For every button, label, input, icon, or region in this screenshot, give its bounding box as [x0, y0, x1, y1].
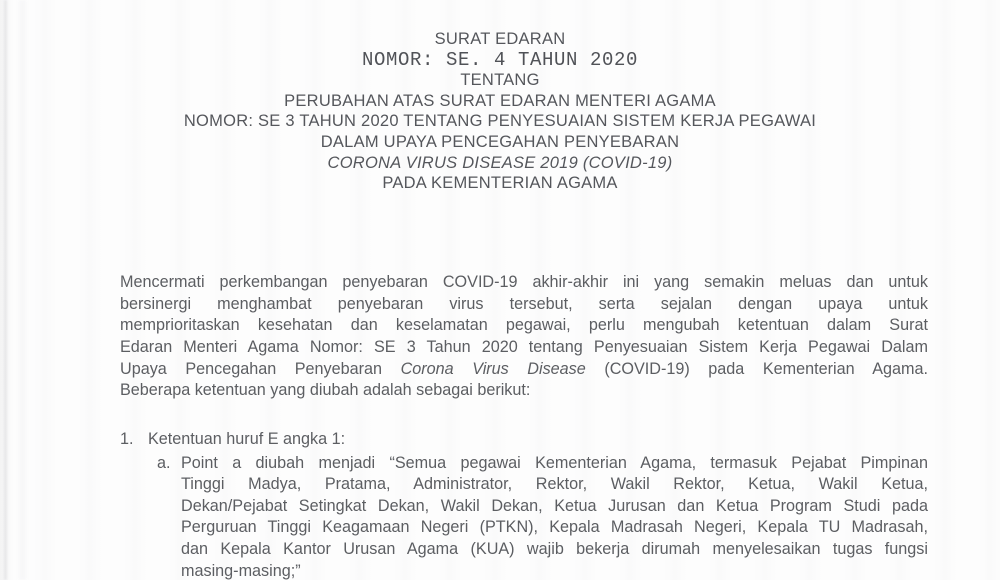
paragraph-line-6: Beberapa ketentuan yang diubah adalah sebagai berikut:: [120, 381, 531, 400]
sub-item-a-text: [181, 453, 928, 580]
opening-paragraph: [120, 272, 928, 402]
list-item-1: [120, 429, 928, 451]
sub-item-a-letter: a.: [157, 453, 171, 472]
subject-line-5: PADA KEMENTERIAN AGAMA: [382, 174, 618, 193]
sub-item-a-line-5: dan Kepala Kantor Urusan Agama (KUA) wajib bekerja dirumah menyelesaikan tugas fungsi: [181, 539, 928, 558]
sub-item-a: [157, 453, 928, 580]
paragraph-line-5-tail: (COVID-19) pada Kementerian Agama.: [585, 359, 929, 378]
sub-item-a-line-1: Point a diubah menjadi “Semua pegawai Kementerian Agama, termasuk Pejabat Pimpinan: [181, 453, 928, 472]
paragraph-line-5: [120, 359, 928, 381]
numbered-list: [120, 429, 928, 580]
subject-line-2: NOMOR: SE 3 TAHUN 2020 TENTANG PENYESUAIAN SISTEM KERJA PEGAWAI: [183, 112, 817, 131]
letter-title: SURAT EDARAN: [434, 30, 566, 48]
corona-virus-disease-italic: Corona Virus Disease: [400, 359, 586, 378]
list-item-1-number: 1.: [120, 430, 134, 448]
subject-line-3: DALAM UPAYA PENCEGAHAN PENYEBARAN: [320, 132, 680, 151]
letter-header: [0, 29, 1000, 194]
sub-item-a-line-6: masing-masing;”: [181, 561, 301, 580]
subject-line-1: PERUBAHAN ATAS SURAT EDARAN MENTERI AGAMA: [284, 91, 716, 110]
paragraph-line-3: memprioritaskan kesehatan dan keselamatan pegawai, perlu mengubah ketentuan dalam Surat: [120, 316, 928, 335]
list-item-1-heading: Ketentuan huruf E angka 1:: [148, 430, 346, 448]
paragraph-line-4: Edaran Menteri Agama Nomor: SE 3 Tahun 2020 tentang Penyesuaian Sistem Kerja Pegawai Dalam: [120, 338, 928, 357]
sub-item-a-line-4: Perguruan Tinggi Keagamaan Negeri (PTKN), Kepala Madrasah Negeri, Kepala TU Madrasah,: [181, 518, 928, 537]
sub-item-a-line-3: Dekan/Pejabat Setingkat Dekan, Wakil Dekan, Ketua Jurusan dan Ketua Program Studi pada: [181, 496, 928, 515]
subject-line-4-corona-virus-disease: CORONA VIRUS DISEASE 2019 (COVID-19): [327, 153, 673, 172]
paragraph-line-5-text: Upaya Pencegahan Penyebaran: [120, 359, 401, 378]
letter-number: NOMOR: SE. 4 TAHUN 2020: [361, 48, 639, 71]
sub-item-a-line-2: Tinggi Madya, Pratama, Administrator, Rektor, Wakil Rektor, Ketua, Wakil Ketua,: [181, 475, 928, 494]
paragraph-line-1: Mencermati perkembangan penyebaran COVID-19 akhir-akhir ini yang semakin meluas dan untuk: [120, 273, 928, 291]
letter-tentang-label: TENTANG: [460, 71, 540, 90]
paragraph-line-2: bersinergi menghambat penyebaran virus tersebut, serta sejalan dengan upaya untuk: [120, 294, 928, 313]
